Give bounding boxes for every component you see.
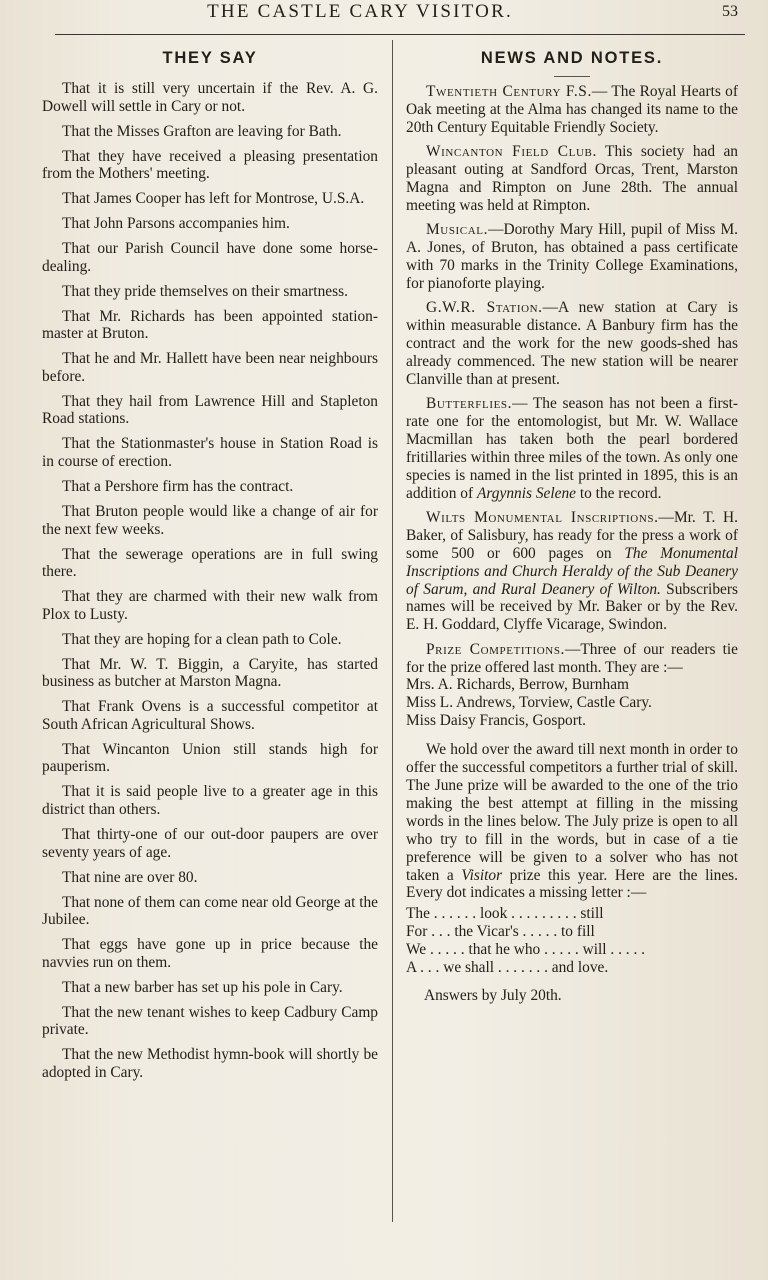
they-say-item: That the new tenant wishes to keep Cadbury Camp private.	[42, 1003, 378, 1039]
award-text-after: prize this year. Here are the lines. Every dot indicates a missing letter :—	[406, 866, 738, 902]
they-say-item: That none of them can come near old George at the Jubilee.	[42, 893, 378, 929]
news-item-text: —Dorothy Mary Hill, pupil of Miss M. A. Jones, of Bruton, has obtained a pass certificate with 70 marks in the Trinity College Examinations, for pianoforte playing.	[406, 221, 738, 292]
news-item-text: This society had an pleasant outing at Sandford Orcas, Trent, Marston Magna and Rimpton on June 28th. The annual meeting was held at Rimpton.	[406, 143, 738, 214]
puzzle-line: A . . . we shall . . . . . . . and love.	[406, 959, 609, 977]
they-say-item: That eggs have gone up in price because the navvies run on them.	[42, 936, 378, 971]
header-rule	[55, 34, 745, 35]
news-and-notes-column	[406, 46, 738, 1005]
news-item-lead: G.W.R. Station.	[426, 299, 543, 317]
they-say-item: That the Stationmaster's house in Station Road is in course of erection.	[42, 435, 378, 470]
puzzle-line: For . . . the Vicar's . . . . . to fill	[406, 923, 595, 941]
news-item	[406, 395, 738, 502]
news-item-lead: Butterflies.	[426, 395, 513, 413]
news-item	[406, 509, 738, 634]
news-item	[406, 83, 738, 137]
they-say-heading: THEY SAY	[162, 49, 258, 67]
news-item-text: — The season has not been a first-rate one for the entomologist, but Mr. W. Wallace Macmillan has taken both the pearl bordered fritillaries within three miles of the town. As only one species is named in the list printed in 1895, this is an addition of	[406, 395, 738, 502]
news-item-text-after: to the record.	[575, 484, 662, 502]
they-say-item: That Frank Ovens is a successful competitor at South African Agricultural Shows.	[42, 698, 378, 733]
answers-deadline: Answers by July 20th.	[424, 986, 562, 1004]
award-paragraph	[406, 741, 738, 902]
news-heading: NEWS AND NOTES.	[480, 49, 664, 67]
they-say-item: That John Parsons accompanies him.	[62, 215, 290, 233]
they-say-item: That they are charmed with their new walk from Plox to Lusty.	[42, 588, 378, 623]
award-text: We hold over the award till next month in order to offer the successful competitors a further trial of skill. The June prize will be awarded to the one of the trio making the best attempt at filling in the missing words in the lines below. The July prize is open to all who try to fill in the words, but in case of a tie preference will be given to a solver who has not taken a	[406, 741, 738, 884]
prize-winner: Miss Daisy Francis, Gosport.	[406, 712, 586, 730]
award-italic: Visitor	[461, 866, 503, 884]
puzzle-line: The . . . . . . look . . . . . . . . . still	[406, 905, 604, 923]
they-say-item: That they hail from Lawrence Hill and Stapleton Road stations.	[42, 392, 378, 428]
running-head-title: THE CASTLE CARY VISITOR.	[207, 1, 513, 22]
news-item-text: — The Royal Hearts of Oak meeting at the Alma has changed its name to the 20th Century Equitable Friendly Society.	[406, 83, 738, 136]
they-say-item: That he and Mr. Hallett have been near neighbours before.	[42, 350, 378, 385]
they-say-item: That Mr. W. T. Biggin, a Caryite, has started business as butcher at Marston Magna.	[42, 655, 378, 691]
they-say-item: That the sewerage operations are in full swing there.	[42, 545, 378, 581]
they-say-item: That Bruton people would like a change of air for the next few weeks.	[42, 502, 378, 538]
they-say-item: That James Cooper has left for Montrose, U.S.A.	[62, 190, 365, 208]
prize-winner: Miss L. Andrews, Torview, Castle Cary.	[406, 694, 652, 712]
news-item-lead: Wincanton Field Club.	[426, 143, 597, 161]
news-item-lead: Prize Competitions.	[426, 640, 565, 658]
page-number: 53	[722, 3, 738, 20]
they-say-item: That they have received a pleasing presentation from the Mothers' meeting.	[42, 147, 378, 183]
news-item-lead: Wilts Monumental Inscriptions.	[426, 508, 659, 526]
they-say-item: That a new barber has set up his pole in Cary.	[62, 978, 343, 996]
they-say-item: That a Pershore firm has the contract.	[62, 477, 294, 495]
they-say-item: That thirty-one of our out-door paupers are over seventy years of age.	[42, 826, 378, 861]
they-say-item: That nine are over 80.	[62, 868, 198, 886]
they-say-item: That our Parish Council have done some horse-dealing.	[42, 240, 378, 275]
they-say-column	[42, 46, 378, 1089]
news-item	[406, 299, 738, 389]
puzzle-line: We . . . . . that he who . . . . . will . . . . .	[406, 941, 645, 959]
heading-ornament-rule	[554, 76, 590, 77]
news-item-italic: The Monumental Inscriptions and Church Heraldy of the Sub Deanery of Sarum, and Rural Deanery of Wilton.	[406, 544, 738, 598]
news-item	[406, 641, 738, 677]
news-item-text: —A new station at Cary is within measurable distance. A Banbury firm has the contract and the work for the new goods-shed has already commenced. The new station will be nearer Clanville than at present.	[406, 299, 738, 388]
news-item	[406, 221, 738, 293]
they-say-item: That the new Methodist hymn-book will shortly be adopted in Cary.	[42, 1046, 378, 1081]
they-say-item: That they are hoping for a clean path to Cole.	[62, 630, 342, 648]
they-say-item: That it is still very uncertain if the Rev. A. G. Dowell will settle in Cary or not.	[42, 80, 378, 115]
column-divider	[392, 40, 393, 1222]
news-item-text: —Mr. T. H. Baker, of Salisbury, has ready for the press a work of some 500 or 600 pages on	[406, 508, 738, 562]
news-item-lead: Twentieth Century F.S.	[426, 83, 592, 100]
news-item-lead: Musical.	[426, 221, 489, 239]
they-say-item: That Wincanton Union still stands high for pauperism.	[42, 740, 378, 776]
prize-winner: Mrs. A. Richards, Berrow, Burnham	[406, 676, 629, 694]
they-say-item: That it is said people live to a greater age in this district than others.	[42, 783, 378, 819]
news-item-text: —Three of our readers tie for the prize offered last month. They are :—	[406, 640, 738, 676]
news-item-italic: Argynnis Selene	[476, 484, 576, 502]
they-say-item: That Mr. Richards has been appointed station-master at Bruton.	[42, 307, 378, 343]
they-say-item: That they pride themselves on their smartness.	[62, 282, 348, 300]
news-item	[406, 143, 738, 215]
they-say-item: That the Misses Grafton are leaving for Bath.	[62, 122, 342, 140]
news-item-text-after: Subscribers names will be received by Mr. Baker or by the Rev. E. H. Goddard, Clyffe Vicarage, Swindon.	[406, 580, 738, 634]
